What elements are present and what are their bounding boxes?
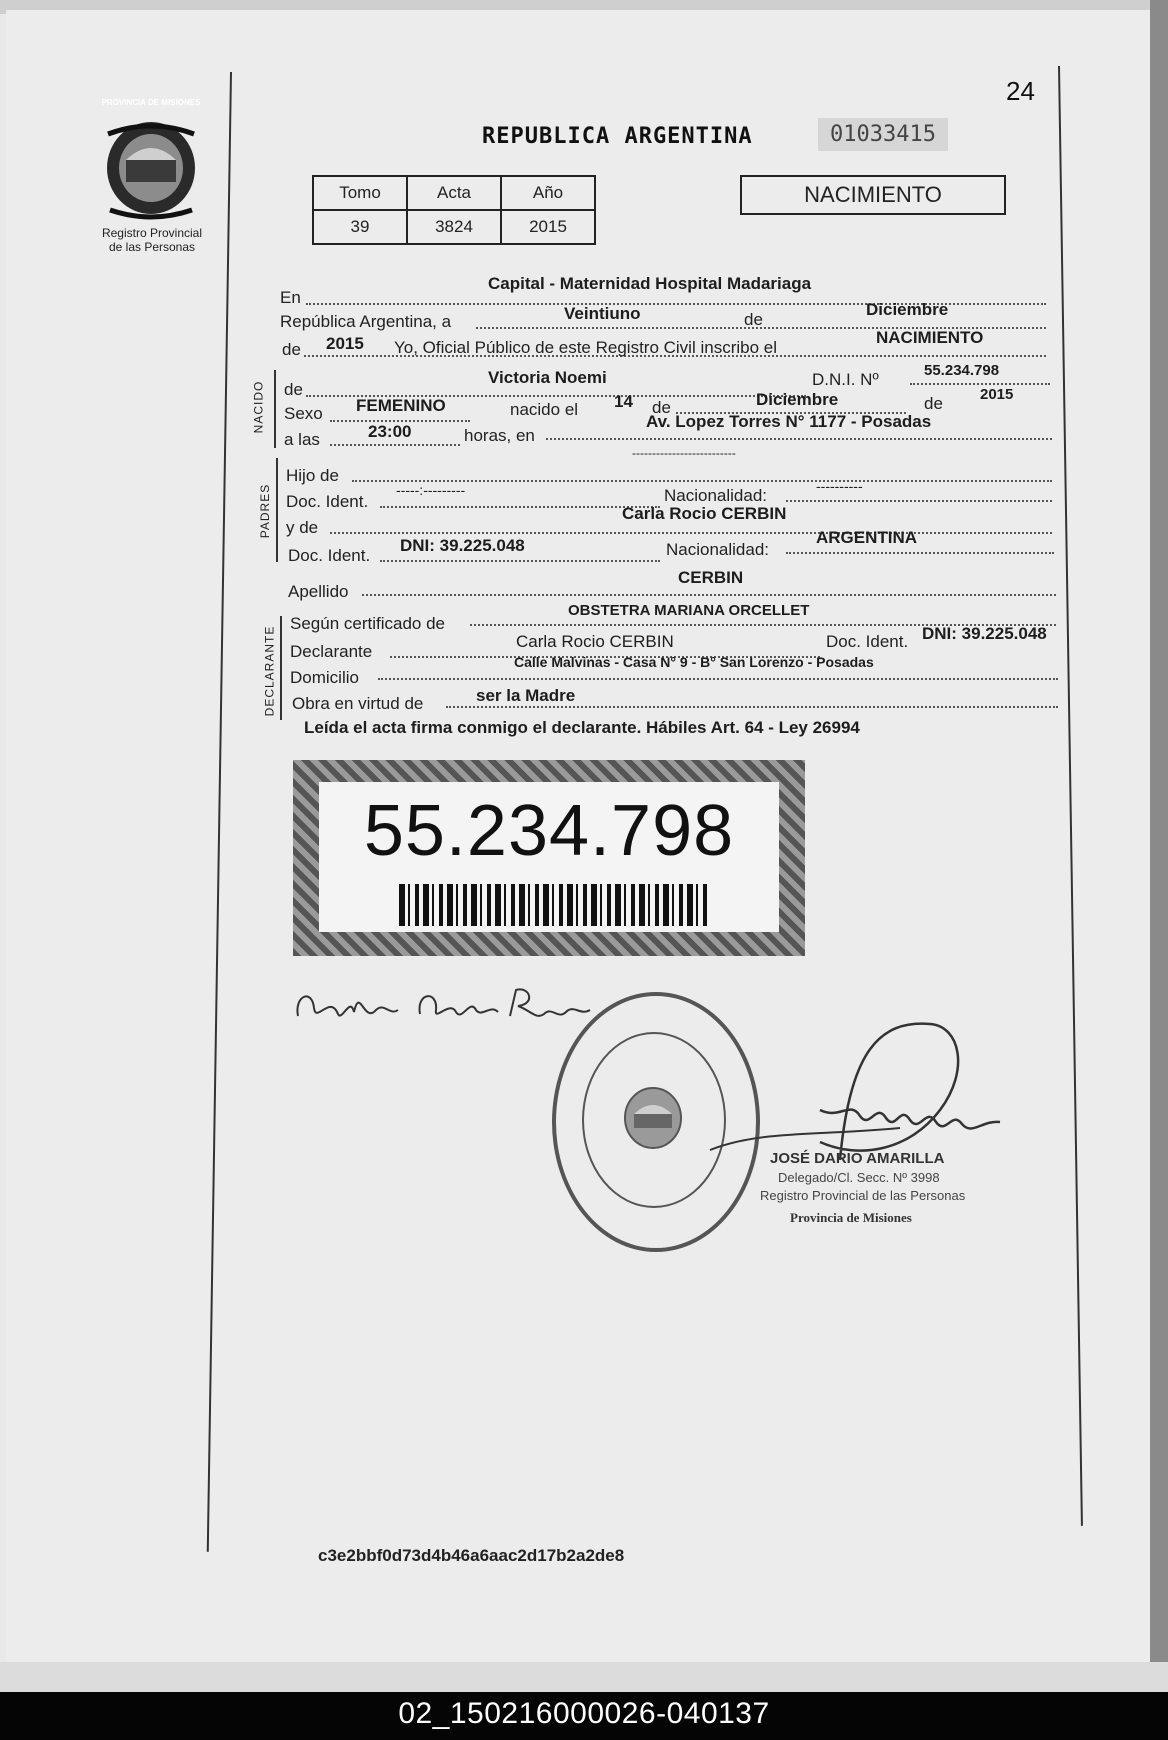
label-de2: de [282, 340, 301, 359]
label-doc-ident-2: Doc. Ident. [288, 546, 371, 565]
value-apellido: CERBIN [678, 568, 744, 587]
closing-statement: Leída el acta firma conmigo el declarante. Hábiles Art. 64 - Ley 26994 [304, 718, 860, 737]
anio-value: 2015 [501, 210, 595, 244]
side-label-padres: PADRES [258, 483, 273, 539]
value-nombre: Victoria Noemi [488, 368, 607, 387]
value-decl-doc: DNI: 39.225.048 [922, 624, 1047, 643]
value-padre-doc: -----:--------- [396, 482, 466, 498]
label-de-mes: de [652, 398, 671, 417]
registry-label-line1: Registro Provincial [101, 226, 203, 240]
padres-bracket [276, 458, 278, 562]
dots-lugar-nac [546, 438, 1052, 440]
label-yo: Yo, Oficial Público de este Registro Civil inscribo el [394, 338, 777, 357]
official-office: Registro Provincial de las Personas [760, 1188, 966, 1203]
record-type-box: NACIMIENTO [740, 175, 1006, 215]
col-tomo-header: Tomo [313, 176, 407, 210]
barcode-bars [399, 884, 711, 926]
barcode-number: 55.234.798 [363, 791, 735, 871]
label-de-nacido: de [284, 380, 303, 399]
value-mes: Diciembre [866, 300, 949, 319]
side-label-nacido: NACIDO [251, 380, 266, 434]
dots-padre-doc [380, 506, 660, 508]
label-de: de [744, 310, 763, 329]
dots-obra [446, 706, 1058, 708]
dots-hora [330, 444, 460, 446]
value-obra: ser la Madre [476, 686, 576, 705]
value-dia: Veintiuno [564, 304, 641, 323]
side-label-declarante: DECLARANTE [262, 625, 277, 717]
value-nac-dia: 14 [614, 392, 633, 411]
value-nac-anio: 2015 [980, 386, 1014, 403]
logo-caption: PROVINCIA DE MISIONES [101, 98, 201, 107]
label-a-las: a las [284, 430, 320, 449]
document-hash: c3e2bbf0d73d4b46a6aac2d17b2a2de8 [318, 1546, 625, 1565]
value-lugar-nac: Av. Lopez Torres N° 1177 - Posadas [646, 412, 932, 431]
value-anio: 2015 [326, 334, 364, 353]
nacido-bracket [274, 370, 276, 448]
dots-apellido [362, 594, 1056, 596]
value-certificado: OBSTETRA MARIANA ORCELLET [568, 602, 810, 619]
acta-value: 3824 [407, 210, 501, 244]
label-nacido-el: nacido el [510, 400, 579, 419]
value-hora: 23:00 [368, 422, 412, 441]
value-lugar: Capital - Maternidad Hospital Madariaga [488, 274, 812, 293]
label-dni: D.N.I. Nº [812, 370, 879, 389]
province-seal-icon [98, 114, 204, 226]
label-domicilio: Domicilio [290, 668, 359, 687]
registry-label-line2: de las Personas [108, 240, 196, 254]
value-madre-nac: ARGENTINA [816, 528, 918, 547]
label-declarante: Declarante [290, 642, 373, 661]
scan-right-edge [1150, 0, 1168, 1692]
declarant-signature [290, 976, 610, 1036]
value-domicilio: Calle Malvinas - Casa N° 9 - B° San Lorenzo - Posadas [514, 654, 874, 670]
value-padre: -------------------------- [632, 446, 736, 460]
value-acto: NACIMIENTO [876, 328, 984, 347]
label-hijo-de: Hijo de [286, 466, 339, 485]
value-madre: Carla Rocio CERBIN [622, 504, 787, 523]
label-nacionalidad-1: Nacionalidad: [664, 486, 768, 505]
col-anio-header: Año [501, 176, 595, 210]
label-horas-en: horas, en [464, 426, 535, 445]
label-doc-ident-3: Doc. Ident. [826, 632, 909, 651]
tomo-value: 39 [313, 210, 407, 244]
dots-domicilio [378, 678, 1058, 680]
record-table [312, 175, 596, 245]
label-republica: República Argentina, a [280, 312, 452, 331]
label-doc-ident-1: Doc. Ident. [286, 492, 369, 511]
value-sexo: FEMENINO [356, 396, 446, 415]
value-dni: 55.234.798 [924, 362, 1000, 379]
dni-barcode-sticker [293, 760, 805, 956]
label-sexo: Sexo [284, 404, 323, 423]
barcode-label [319, 782, 779, 932]
label-obra: Obra en virtud de [292, 694, 424, 713]
dots-padre-nac [786, 500, 1052, 502]
value-nac-mes: Diciembre [756, 390, 839, 409]
country-title: REPUBLICA ARGENTINA [482, 124, 753, 149]
dots-dni [910, 383, 1050, 385]
label-y-de: y de [286, 518, 319, 537]
value-padre-nac: ---------- [816, 478, 863, 494]
label-apellido: Apellido [288, 582, 349, 601]
serial-number: 01033415 [818, 118, 948, 151]
dots-madre [330, 532, 1052, 534]
declarante-bracket [280, 616, 282, 720]
label-segun: Según certificado de [290, 614, 445, 633]
official-role: Delegado/Cl. Secc. Nº 3998 [778, 1170, 940, 1185]
stamp-emblem-icon [620, 1084, 686, 1152]
official-name: JOSÉ DARIO AMARILLA [770, 1150, 945, 1167]
page-number: 24 [1006, 76, 1035, 106]
dots-madre-doc [380, 560, 660, 562]
value-declarante: Carla Rocio CERBIN [516, 632, 674, 651]
col-acta-header: Acta [407, 176, 501, 210]
value-madre-doc: DNI: 39.225.048 [400, 536, 525, 555]
label-de-anio: de [924, 394, 943, 413]
scan-bottom-edge [0, 1662, 1168, 1692]
label-en: En [280, 288, 301, 307]
label-nacionalidad-2: Nacionalidad: [666, 540, 770, 559]
footer-file-id: 02_150216000026-040137 [398, 1697, 770, 1730]
dots-madre-nac [786, 552, 1054, 554]
official-province: Provincia de Misiones [790, 1210, 912, 1225]
